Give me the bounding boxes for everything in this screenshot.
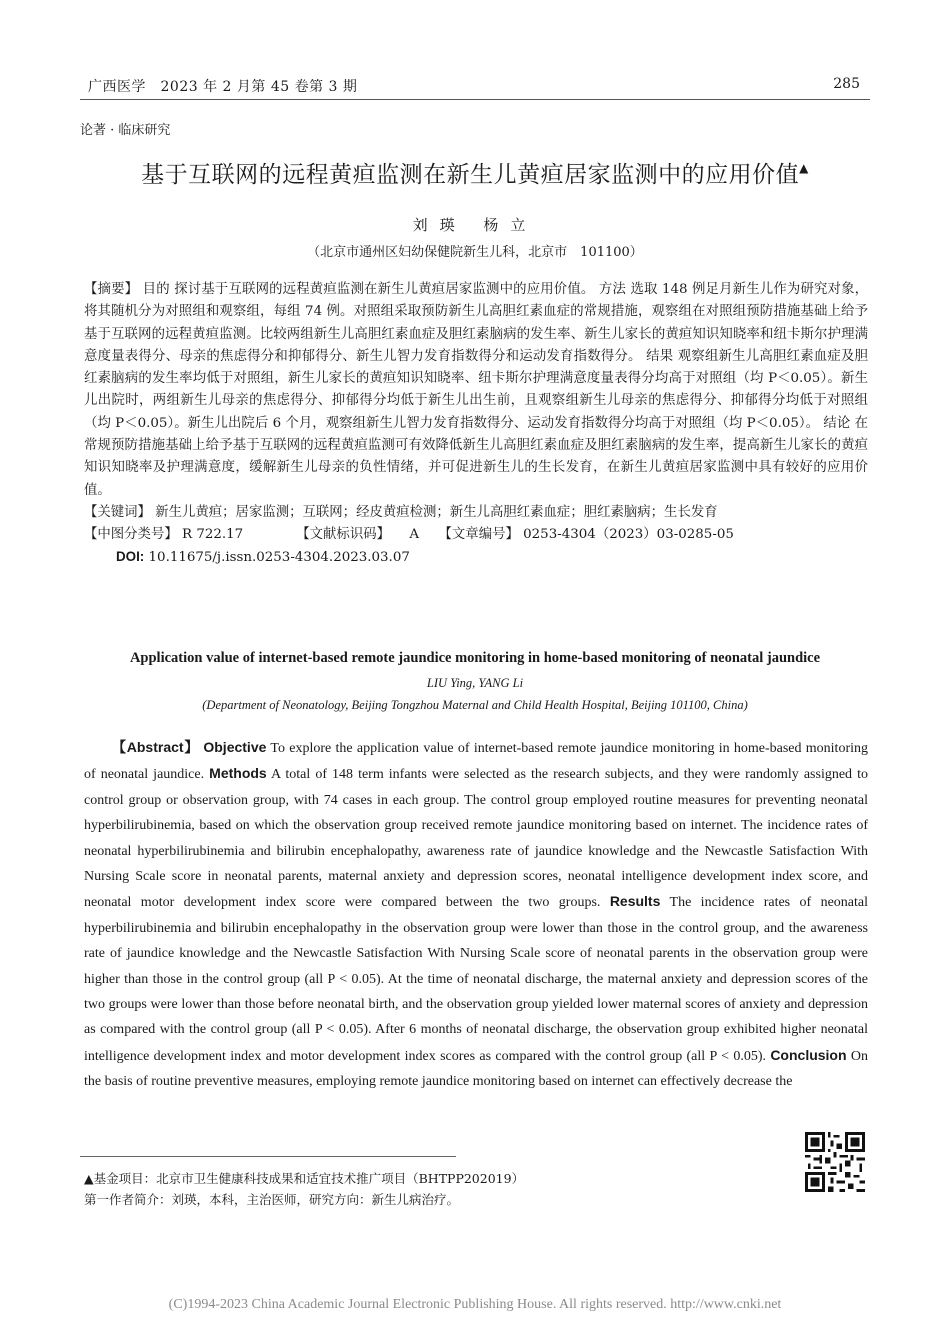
results-label: 结果: [646, 348, 674, 364]
clc-label: 【中图分类号】: [84, 527, 178, 543]
doi-value[interactable]: 10.11675/j.issn.0253-4304.2023.03.07: [148, 550, 410, 566]
article-no-value: 0253-4304（2023）03-0285-05: [523, 527, 734, 543]
objective-label: 目的: [142, 282, 170, 297]
title-english: Application value of internet-based remote jaundice monitoring in home-based monitoring of neonatal jaundice: [129, 650, 821, 666]
doi-line: [84, 546, 868, 569]
objective-en-label: Objective: [203, 739, 267, 755]
abstract-en-label: 【Abstract】: [112, 739, 200, 755]
affiliation-chinese: （北京市通州区妇幼保健院新生儿科，北京市 101100）: [307, 245, 643, 260]
doc-code-label: 【文献标识码】: [296, 527, 390, 543]
keywords-label: 【关键词】: [84, 504, 151, 520]
conclusion-en-text: On the basis of routine preventive measures, employing remote jaundice monitoring based on internet can effectively decrease the: [84, 1048, 868, 1090]
header-divider: [80, 99, 870, 100]
methods-en-text: A total of 148 term infants were selected as the research subjects, and they were randomly assigned to control group or observation group, with 74 cases in each group. The control group employed routine measures for preventing neonatal hyperbilirubinemia, based on which the observation group received remote jaundice monitoring based on internet. The incidence rates of neonatal hyperbilirubinemia and bilirubin encephalopathy, awareness rate of jaundice knowledge and the Newcastle Satisfaction With Nursing Scale score in neonatal parents, maternal anxiety and depression scores, neonatal intelligence development index score, and neonatal motor development index score were compared between the two groups.: [84, 767, 868, 911]
page-number: 285: [833, 76, 860, 92]
keywords-text: 新生儿黄疸；居家监测；互联网；经皮黄疸检测；新生儿高胆红素血症；胆红素脑病；生长发育: [155, 504, 718, 520]
doc-code-value: A: [409, 527, 420, 543]
qr-code-icon[interactable]: [805, 1132, 865, 1192]
conclusion-label: 结论: [823, 415, 851, 431]
authors-english: LIU Ying, YANG Li: [426, 676, 524, 690]
footnote-divider: [80, 1156, 456, 1157]
title-chinese: [80, 156, 870, 189]
conclusion-text: 在常规预防措施基础上给予基于互联网的远程黄疸监测可有效降低新生儿高胆红素血症及胆红素脑病的发生率，提高新生儿家长的黄疸知识知晓率及护理满意度，缓解新生儿母亲的负性情绪，并可促进新生儿的生长发育，在新生儿黄疸居家监测中具有较好的应用价值。: [84, 415, 869, 498]
fund-marker: ▲: [799, 161, 809, 175]
affiliation-english: (Department of Neonatology, Beijing Tongzhou Maternal and Child Health Hospital, Beijing 101100, China): [202, 698, 748, 712]
copyright-notice: (C)1994-2023 China Academic Journal Electronic Publishing House. All rights reserved. http://www.cnki.net: [168, 1297, 782, 1312]
abstract-label: 【摘要】: [84, 282, 139, 297]
classification-line: [84, 524, 868, 546]
chinese-abstract-block: [84, 279, 868, 569]
article-no-label: 【文章编号】: [438, 527, 519, 543]
results-text: 观察组新生儿高胆红素血症及胆红素脑病的发生率均低于对照组，新生儿家长的黄疸知识知晓率、纽卡斯尔护理满意度量表得分均高于对照组（均 P＜0.05）。新生儿出院时，两组新生儿母亲的焦虑得分、抑郁得分均低于新生儿出生前，且观察组新生儿母亲的焦虑得分、抑郁得分均低于对照组（均 P＜0.05）。新生儿出院后 6 个月，观察组新生儿智力发育指数得分、运动发育指数得分均高于对照组（均 P＜0.05）。: [84, 348, 868, 431]
results-en-label: Results: [609, 893, 661, 910]
methods-en-label: Methods: [209, 765, 267, 782]
authors-chinese: 刘瑛 杨立: [412, 216, 538, 234]
fund-footnote: ▲基金项目：北京市卫生健康科技成果和适宜技术推广项目（BHTPP202019）: [84, 1171, 525, 1186]
author-footnote: 第一作者简介：刘瑛，本科，主治医师，研究方向：新生儿病治疗。: [84, 1192, 460, 1207]
methods-text: 选取 148 例足月新生儿作为研究对象，将其随机分为对照组和观察组，每组 74 例。对照组采取预防新生儿高胆红素血症的常规措施，观察组在对照组预防措施基础上给予基于互联网的远程黄疸监测。比较两组新生儿高胆红素血症及胆红素脑病的发生率、新生儿家长的黄疸知识知晓率和纽卡斯尔护理满意度量表得分、母亲的焦虑得分和抑郁得分、新生儿智力发育指数得分和运动发育指数得分。: [84, 282, 869, 364]
title-chinese-text: 基于互联网的远程黄疸监测在新生儿黄疸居家监测中的应用价值: [141, 162, 800, 188]
results-en-text: The incidence rates of neonatal hyperbilirubinemia and bilirubin encephalopathy in the observation group were lower than those in the control group, and the awareness rate of jaundice knowledge and the Newcastle Satisfaction With Nursing Scale score of neonatal parents in the observation group were higher than those in the control group (all P < 0.05). At the time of neonatal discharge, the maternal anxiety and depression scores of the two groups were lower than those before neonatal birth, and the observation group yielded lower maternal scores of anxiety and depression as compared with the control group (all P < 0.05). After 6 months of neonatal discharge, the observation group exhibited higher neonatal intelligence development index and motor development index scores as compared with the control group (all P < 0.05).: [84, 895, 868, 1064]
journal-header: 广西医学 2023 年 2 月第 45 卷第 3 期: [88, 79, 358, 95]
methods-label: 方法: [598, 282, 627, 297]
footnotes: [84, 1168, 524, 1210]
objective-text: 探讨基于互联网的远程黄疸监测在新生儿黄疸居家监测中的应用价值。: [174, 282, 595, 297]
conclusion-en-label: Conclusion: [770, 1046, 847, 1063]
article-category: 论著 · 临床研究: [80, 123, 171, 138]
objective-en-text: To explore the application value of internet-based remote jaundice monitoring in home-based monitoring of neonatal jaundice.: [84, 741, 868, 783]
doi-label: DOI:: [116, 549, 145, 565]
keywords: [84, 502, 868, 524]
abstract-chinese: [84, 279, 868, 502]
clc-value: R 722.17: [182, 527, 244, 543]
abstract-english: [84, 735, 868, 1095]
